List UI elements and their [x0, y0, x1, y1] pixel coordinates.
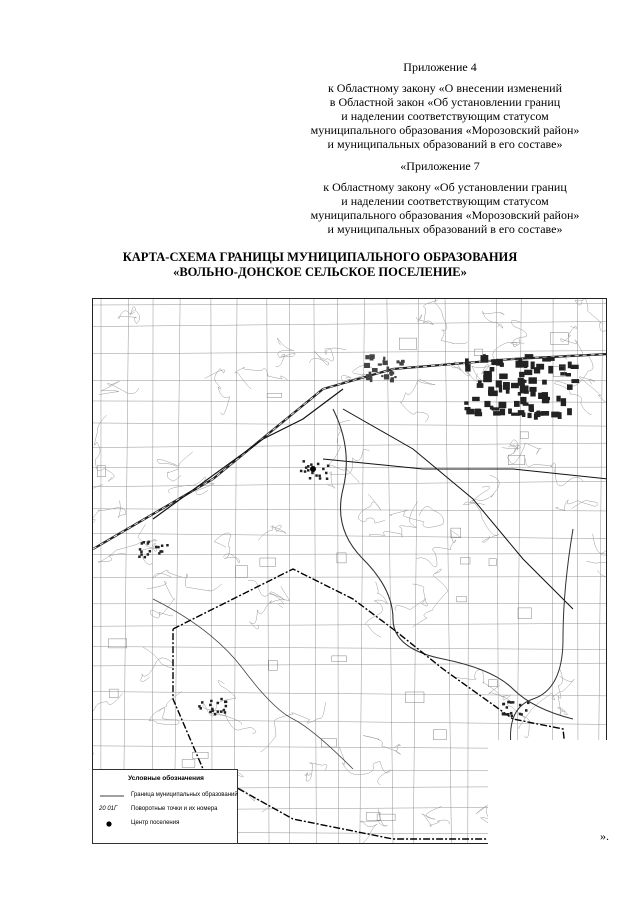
annex-4-title: Приложение 4 — [403, 60, 477, 74]
map-title — [0, 250, 640, 280]
legend-label: Поворотные точки и их номера — [131, 806, 218, 812]
annex-7-line: и наделении соответствующим статусом — [341, 194, 549, 208]
annex-7-title: «Приложение 7 — [400, 159, 480, 173]
annex-7-line: к Областному закону «Об установлении границ — [323, 180, 567, 194]
legend-label: Центр поселения — [131, 820, 180, 826]
annex-7-text — [280, 180, 610, 236]
annex-7-line: и муниципальных образований в его составе» — [327, 222, 563, 236]
closing-quote-mark: ». — [600, 829, 609, 843]
map-title-line: «ВОЛЬНО-ДОНСКОЕ СЕЛЬСКОЕ ПОСЕЛЕНИЕ» — [173, 265, 467, 279]
legend-label: Граница муниципальных образований — [131, 792, 238, 798]
annex-4-line: муниципального образования «Морозовский район» — [310, 123, 580, 137]
legend-row — [99, 819, 237, 829]
legend-row — [99, 805, 237, 815]
boundary-line-icon — [99, 791, 125, 801]
turning-point-symbol: 20 01Г — [99, 806, 118, 812]
legend-row — [99, 791, 237, 801]
annex-7-line: муниципального образования «Морозовский район» — [310, 208, 580, 222]
annex-4-text — [280, 81, 610, 151]
legend-title: Условные обозначения — [128, 775, 204, 782]
annex-4-line: и наделении соответствующим статусом — [341, 109, 549, 123]
annex-4-line: к Областному закону «О внесении изменений — [327, 81, 563, 95]
annex-4-line: и муниципальных образований в его составе» — [327, 137, 563, 151]
map-title-line: КАРТА-СХЕМА ГРАНИЦЫ МУНИЦИПАЛЬНОГО ОБРАЗОВАНИЯ — [122, 250, 518, 264]
legend-box — [92, 769, 238, 844]
map-blank-area — [488, 740, 607, 844]
annex-4-line: в Областной закон «Об установлении границ — [329, 95, 561, 109]
settlement-dot-icon — [99, 819, 125, 829]
